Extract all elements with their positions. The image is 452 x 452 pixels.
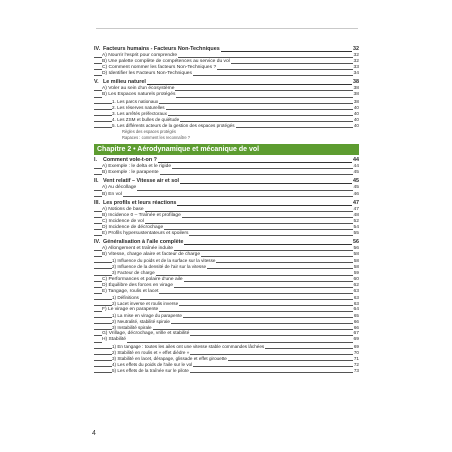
entry-title: 2. Les réserves naturelles: [112, 104, 165, 110]
entry-page: 66: [353, 325, 359, 331]
entry-page: 38: [353, 92, 359, 98]
entry-page: 44: [353, 164, 359, 170]
section-title: [94, 46, 221, 53]
section-page: 56: [353, 239, 359, 246]
entry-title: 3) Stabilité en lacet, dérapage, glissade et effet girouette: [112, 355, 227, 361]
entry-page: 69: [353, 337, 359, 343]
entry-page: 65: [353, 313, 359, 319]
section-page: 44: [353, 157, 359, 164]
section-number: IV.: [94, 239, 101, 246]
section-page: 45: [353, 178, 359, 185]
entry-title: B) Vitesse, charge alaire et facteur de charge: [102, 252, 201, 258]
entry-title: 3) Instabilité spirale: [112, 325, 152, 331]
entry-title: C) Comment nommer les facteurs Non-Techniques ?: [102, 65, 217, 71]
entry-title: A) Au décollage: [102, 185, 137, 191]
entry-title: B) En vol: [102, 191, 122, 197]
entry-title: 1) Définitions: [112, 294, 139, 300]
entry-title: F) Le virage en parapente: [102, 307, 159, 312]
section-title: [94, 239, 184, 246]
entry-title: H) Stabilité: [102, 337, 126, 343]
entry-page: 60: [353, 276, 359, 282]
note-text: Règles des espaces protégés: [122, 129, 176, 135]
entry-title: A) Notions de base: [102, 206, 144, 212]
section-title: [94, 200, 177, 207]
entry-page: 67: [353, 331, 359, 337]
header-rule: [96, 28, 358, 29]
entry-page: 63: [353, 288, 359, 294]
entry-page: 71: [353, 355, 359, 361]
entry-page: 70: [353, 349, 359, 355]
entry-title: 1) Influence du poids et de la surface sur la vitesse: [112, 258, 216, 264]
toc-section-heading[interactable]: [94, 200, 359, 207]
entry-title: D) Identifier les Facteurs Non-Techniques: [102, 71, 192, 77]
entry-title: 4. Les ZSM et bulles de quiétude: [112, 116, 180, 122]
entry-title: D) Équilibre des forces en virage: [102, 282, 173, 288]
entry-page: 45: [353, 170, 359, 176]
entry-page: 54: [353, 224, 359, 230]
entry-title: A) Allongement et traînée induite: [102, 246, 173, 252]
entry-page: 40: [353, 116, 359, 122]
entry-title: 1) En tangage : toutes les ailes ont une vitesse stable commandes lâchées: [112, 343, 265, 349]
entry-page: 45: [353, 185, 359, 191]
entry-page: 63: [353, 300, 359, 306]
section-number: V.: [94, 79, 99, 86]
entry-title: D) Incidence de décrochage: [102, 224, 164, 230]
entry-page: 47: [353, 206, 359, 212]
toc-section-heading[interactable]: [94, 239, 359, 246]
entry-page: 40: [353, 104, 359, 110]
entry-page: 46: [353, 191, 359, 197]
entry-page: 63: [353, 294, 359, 300]
section-title-text: Vent relatif – Vitesse air et sol: [103, 178, 180, 185]
entry-page: 64: [353, 307, 359, 312]
section-page: 32: [353, 46, 359, 52]
entry-page: 58: [353, 252, 359, 258]
entry-page: 52: [353, 218, 359, 224]
entry-title: B) Les Espaces naturels protégés: [102, 92, 176, 98]
dot-leader: [94, 342, 359, 343]
entry-page: 62: [353, 282, 359, 288]
toc-note: [94, 135, 359, 141]
entry-title: 4) Les effets du poids de l'aile sur le vol: [112, 361, 193, 367]
entry-page: 40: [353, 110, 359, 116]
entry-page: 32: [353, 59, 359, 65]
entry-title: A) Exemple : le delta et le rigide: [102, 164, 172, 170]
entry-title: C) Performances et polaire d'une aile: [102, 276, 183, 282]
entry-page: 48: [353, 212, 359, 218]
entry-page: 72: [353, 361, 359, 367]
page-number: 4: [92, 430, 96, 437]
toc-entry[interactable]: [94, 231, 359, 237]
section-number: III.: [94, 199, 100, 206]
section-title-text: Généralisation à l'aile complète: [103, 239, 184, 246]
toc-entry[interactable]: [94, 170, 359, 176]
entry-title: 1. Les parcs nationaux: [112, 98, 159, 104]
entry-title: B) Exemple : le parapente: [102, 170, 159, 176]
toc-entry[interactable]: [94, 368, 359, 374]
section-page: 47: [353, 199, 359, 206]
entry-title: B) Incidence 0 – Traînée et profilage: [102, 212, 181, 218]
section-number: II.: [94, 178, 99, 185]
section-number: I.: [94, 157, 97, 164]
entry-title: 3) Facteur de charge: [112, 270, 155, 276]
entry-title: 5) Les effets de la traînée sur le pilote: [112, 367, 189, 373]
section-title-text: Facteurs humains - Facteurs Non-Techniques: [103, 46, 220, 52]
entry-page: 58: [353, 264, 359, 270]
entry-title: A) Voler au sein d'un écosystème: [102, 86, 175, 92]
entry-title: E) Profils hypersustentateurs et spoilers: [102, 230, 189, 236]
section-page: 38: [353, 79, 359, 86]
entry-page: 59: [353, 270, 359, 276]
toc-entry[interactable]: [94, 71, 359, 77]
entry-title: E) Tangage, roulis et lacet: [102, 288, 159, 294]
entry-page: 56: [353, 246, 359, 252]
entry-page: 33: [353, 65, 359, 71]
section-title-text: Le milieu naturel: [103, 79, 146, 86]
entry-title: B) Une palette complète de compétences au service du vol: [102, 59, 230, 65]
chapter-banner: Chapitre 2 • Aérodynamique et mécanique de vol: [94, 144, 359, 155]
entry-page: 40: [353, 122, 359, 128]
entry-title: A) Nourrir l'esprit pour comprendre: [102, 53, 178, 58]
entry-page: 32: [353, 53, 359, 58]
section-title-text: Comment vole-t-on ?: [103, 157, 157, 164]
entry-title: G) Vrillage, décrochage, vrille et stabilité: [102, 331, 190, 337]
entry-title: 2) Stabilité en roulis et « effet dièdre »: [112, 349, 190, 355]
entry-title: C) Incidence de vol: [102, 218, 144, 224]
dot-leader: [94, 196, 359, 197]
entry-page: 55: [353, 230, 359, 236]
entry-title: 1) La mise en virage du parapente: [112, 313, 182, 319]
entry-title: 5. Les différents acteurs de la gestion des espaces protégés: [112, 122, 235, 128]
entry-title: 3. Les arrêtés préfectoraux: [112, 110, 167, 116]
entry-page: 69: [353, 343, 359, 349]
toc-entry[interactable]: [94, 192, 359, 198]
entry-page: 38: [353, 86, 359, 92]
section-title-text: Les profils et leurs réactions: [103, 199, 177, 206]
entry-page: 58: [353, 258, 359, 264]
entry-page: 38: [353, 98, 359, 104]
entry-title: 2) Lacet inverse et roulis inverse: [112, 300, 179, 306]
note-text: Rapaces : comment les reconnaître ?: [122, 134, 191, 140]
entry-page: 34: [353, 71, 359, 77]
toc-section-heading[interactable]: [94, 46, 359, 53]
entry-page: 73: [353, 367, 359, 373]
entry-title: 2) Influence de la densité de l'air sur la vitesse: [112, 264, 207, 270]
entry-page: 66: [353, 319, 359, 325]
section-number: IV.: [94, 46, 101, 52]
toc-sections-top: [94, 46, 359, 140]
entry-title: 2) Neutralité, stabilité spirale: [112, 319, 170, 325]
toc-sections-bottom: [94, 157, 359, 374]
table-of-contents: [94, 44, 359, 374]
